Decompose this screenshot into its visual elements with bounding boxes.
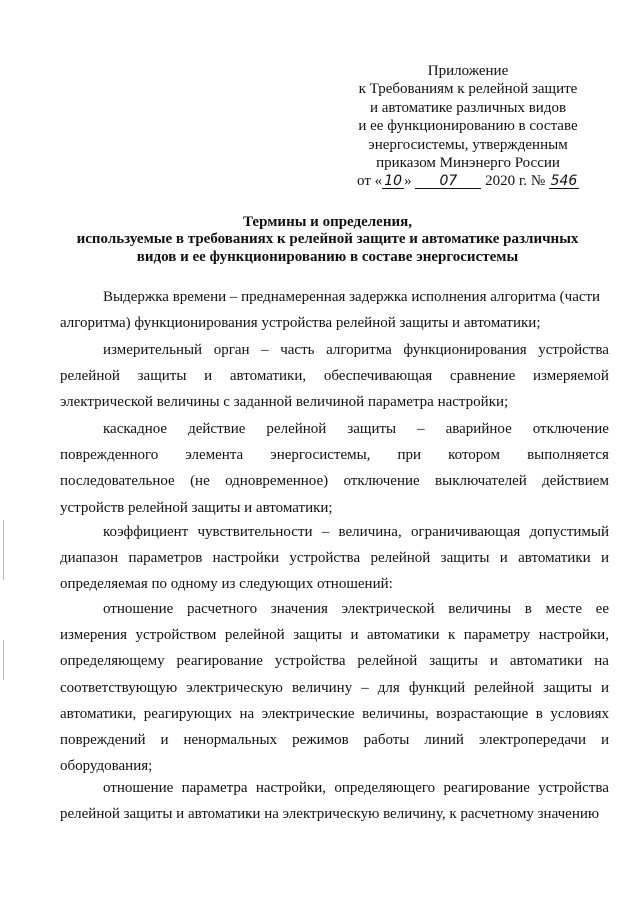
text-line: оборудования;	[60, 758, 153, 775]
word: месте	[545, 601, 582, 617]
word: функционирования	[403, 342, 527, 358]
word: и	[499, 550, 508, 567]
text-line: релейной защиты и автоматики на электрическую величину, к расчетному значению	[60, 806, 600, 823]
word: релейной	[357, 653, 418, 670]
word: автоматики	[509, 653, 583, 670]
justified-line	[60, 775, 609, 801]
word: параметров	[128, 550, 203, 567]
word: измеряемой	[532, 368, 609, 385]
word: защиты	[137, 368, 187, 385]
word: релейной	[370, 550, 431, 567]
justified-line	[60, 648, 609, 674]
paragraph-time-delay	[60, 284, 609, 336]
word: ее	[595, 601, 609, 617]
paragraph-ratio-first	[60, 596, 609, 779]
paragraph-measuring-element	[60, 337, 609, 416]
word: расчетного	[187, 601, 258, 617]
word: режимов	[292, 732, 349, 749]
word: и	[160, 732, 169, 749]
word: отключение	[343, 473, 420, 490]
word: аварийное	[445, 421, 512, 437]
word: защиты	[429, 653, 479, 670]
word: коэффициент	[103, 524, 189, 540]
word: условиях	[550, 705, 609, 722]
word: сравнение	[449, 368, 516, 385]
text-line: Выдержка времени – преднамеренная задержка исполнения алгоритма (части	[103, 289, 601, 305]
word: отключение	[532, 421, 609, 437]
word: и	[489, 653, 498, 670]
paragraph-ratio-second	[60, 775, 609, 827]
word: и	[204, 368, 213, 385]
word: действием	[542, 473, 609, 490]
word: работы	[363, 732, 410, 749]
word: допустимый	[529, 524, 609, 540]
word: защиты	[543, 679, 592, 696]
justified-line	[60, 468, 609, 494]
text-line: электрической величины с заданной величиной параметра настройки;	[60, 394, 509, 411]
word: ограничивающая	[410, 524, 521, 540]
word: определяющего	[334, 780, 436, 796]
word: функций	[408, 679, 466, 696]
word: измерительный	[103, 342, 203, 358]
word: измерения	[60, 627, 128, 644]
appendix-line: энергосистемы, утвержденным	[368, 136, 568, 153]
word: устройства	[274, 653, 346, 670]
appendix-header	[318, 62, 618, 191]
word: последовательное	[60, 473, 175, 490]
word: параметру	[463, 627, 531, 644]
word: и	[350, 627, 359, 644]
word: часть	[280, 342, 315, 358]
scan-edge-mark	[3, 640, 4, 680]
justified-line	[60, 416, 609, 442]
word: электрическую	[186, 679, 283, 696]
word: действие	[188, 421, 246, 437]
appendix-line: к Требованиям к релейной защите	[358, 81, 578, 98]
word: (не	[190, 473, 210, 490]
paragraph-sensitivity-coefficient	[60, 519, 609, 598]
word: элемента	[185, 447, 244, 464]
word: релейной	[60, 368, 120, 385]
word: в	[524, 601, 532, 617]
word: при	[397, 447, 422, 464]
word: выключателей	[435, 473, 527, 490]
word: определяющему	[60, 653, 165, 670]
text-line: алгоритма) функционирования устройства релейной защиты и автоматики;	[60, 315, 541, 332]
word: реагирующих	[143, 705, 233, 722]
document-title	[40, 214, 615, 266]
word: и	[600, 550, 609, 567]
word: в	[535, 705, 543, 722]
word: энергосистемы,	[270, 447, 371, 464]
word: на	[594, 653, 609, 670]
order-day: 10	[382, 174, 404, 189]
word: устройства	[289, 550, 361, 567]
word: выполняется	[527, 447, 609, 464]
word: величину	[291, 679, 353, 696]
word: –	[261, 342, 269, 358]
word: поврежденного	[60, 447, 159, 464]
word: релейной	[266, 421, 327, 437]
word: величины,	[362, 705, 429, 722]
word: реагирование	[443, 780, 530, 796]
justified-line	[60, 596, 609, 622]
justified-line	[60, 519, 609, 545]
justified-line	[60, 622, 609, 648]
word: возрастающие	[436, 705, 529, 722]
title-line: видов и ее функционированию в составе энергосистемы	[136, 248, 519, 265]
word: величина,	[338, 524, 402, 540]
date-close: »	[404, 173, 412, 190]
word: отношение	[103, 780, 174, 796]
word: повреждений	[60, 732, 146, 749]
paragraph-cascade-action	[60, 416, 609, 521]
word: –	[417, 421, 425, 437]
word: для	[377, 679, 400, 696]
word: электрической	[341, 601, 435, 617]
word: и	[600, 732, 609, 749]
word: устройства	[538, 342, 609, 358]
justified-line	[60, 727, 609, 753]
word: релейной	[474, 679, 535, 696]
word: параметра	[181, 780, 248, 796]
word: электропередачи	[478, 732, 586, 749]
word: линий	[424, 732, 464, 749]
word: соответствующую	[60, 679, 178, 696]
word: реагирование	[176, 653, 263, 670]
justified-line	[60, 442, 609, 468]
order-date-line	[318, 172, 618, 190]
appendix-line: и автоматике различных видов	[369, 99, 567, 116]
word: релейной	[224, 627, 285, 644]
title-line: Термины и определения,	[243, 214, 412, 230]
word: обеспечивающая	[323, 368, 433, 385]
word: одновременное)	[225, 473, 329, 490]
order-year-number: 2020 г. №	[485, 173, 546, 190]
order-number: 546	[550, 173, 578, 190]
word: к	[447, 627, 456, 644]
word: автоматики	[366, 627, 440, 644]
scan-edge-mark	[3, 520, 4, 580]
order-month: 07	[415, 174, 481, 189]
word: котором	[448, 447, 501, 464]
word: отношение	[103, 601, 174, 617]
justified-line	[60, 701, 609, 727]
word: величины	[448, 601, 512, 617]
word: на	[239, 705, 255, 722]
word: электрические	[261, 705, 355, 722]
appendix-line: и ее функционированию в составе	[358, 118, 578, 135]
word: и	[600, 679, 609, 696]
word: автоматики,	[229, 368, 307, 385]
word: орган	[213, 342, 250, 358]
word: автоматики,	[60, 705, 137, 722]
text-line: устройств релейной защиты и автоматики;	[60, 499, 333, 516]
word: диапазон	[60, 550, 119, 567]
word: защиты	[347, 421, 397, 437]
word: –	[321, 524, 330, 540]
text-line: определяемая по одному из следующих отношений:	[60, 576, 393, 593]
justified-line	[60, 363, 609, 389]
word: настройки,	[538, 627, 609, 644]
word: устройства	[538, 780, 609, 796]
word: защиты	[440, 550, 490, 567]
word: каскадное	[103, 421, 168, 437]
justified-line	[60, 675, 609, 701]
word: настройки,	[255, 780, 327, 796]
appendix-line: приказом Минэнерго России	[376, 155, 560, 172]
word: ненормальных	[183, 732, 278, 749]
word: защиты	[293, 627, 342, 644]
word: настройки	[212, 550, 280, 567]
date-prefix: от «	[357, 173, 383, 190]
word: значения	[270, 601, 328, 617]
appendix-line: Приложение	[427, 63, 509, 79]
justified-line	[60, 337, 609, 363]
justified-line	[60, 545, 609, 571]
word: чувствительности	[197, 524, 313, 540]
word: устройством	[135, 627, 217, 644]
word: автоматики	[518, 550, 591, 567]
word: алгоритма	[326, 342, 392, 358]
word: –	[361, 679, 369, 696]
title-line: используемые в требованиях к релейной защите и автоматике различных	[76, 231, 579, 248]
